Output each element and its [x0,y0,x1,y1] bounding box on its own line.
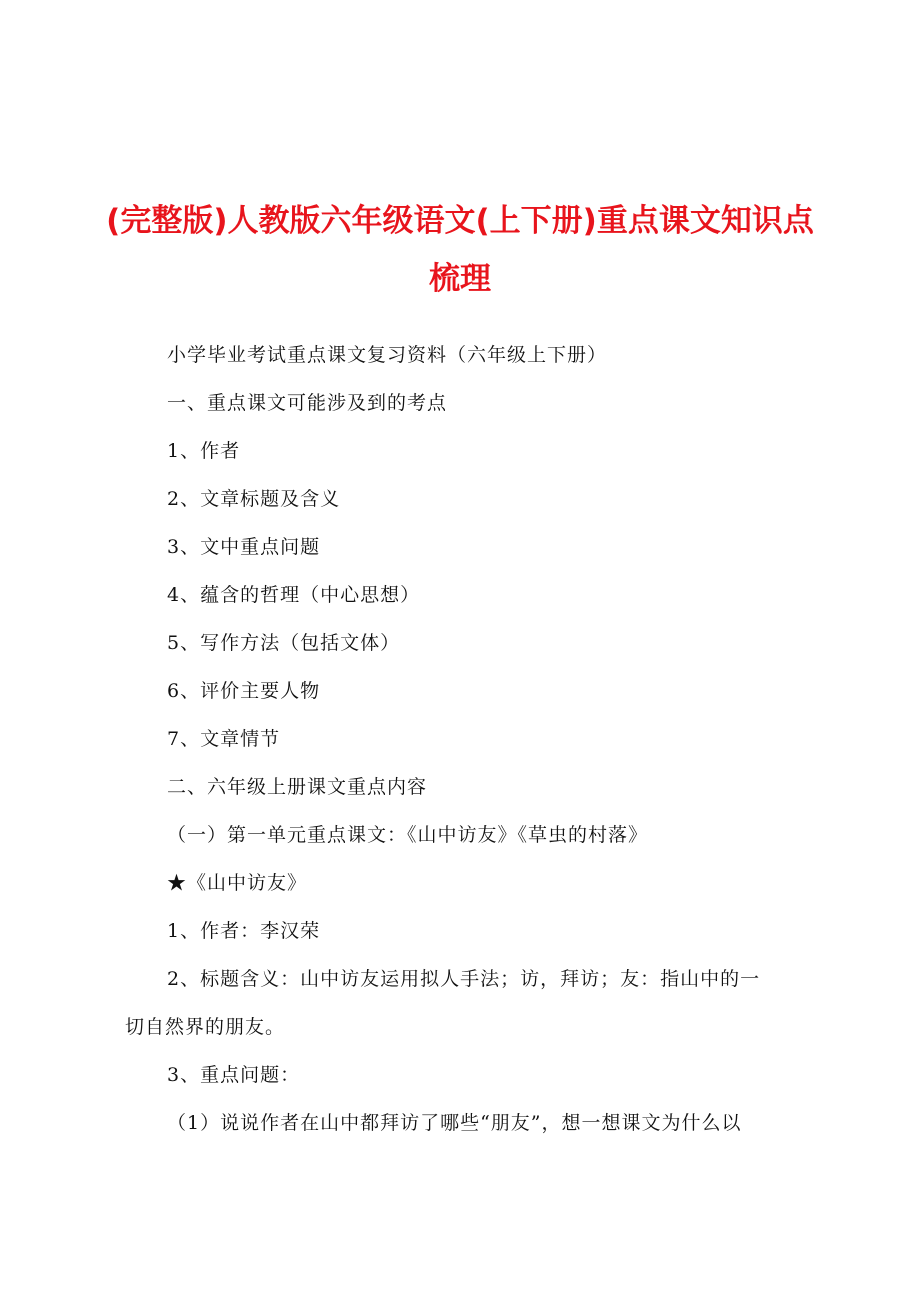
section-heading-1: 一、重点课文可能涉及到的考点 [167,392,448,414]
lesson-heading: ★《山中访友》 [167,872,308,894]
question-line: （1）说说作者在山中都拜访了哪些“朋友”，想一想课文为什么以 [167,1112,742,1134]
paragraph-line: 切自然界的朋友。 [125,1016,286,1038]
subtitle-line: 小学毕业考试重点课文复习资料（六年级上下册） [167,344,608,366]
list-item: 7、文章情节 [167,728,281,750]
list-item: 1、作者 [167,440,241,462]
list-item: 4、蕴含的哲理（中心思想） [167,584,421,606]
paragraph-line: 2、标题含义：山中访友运用拟人手法；访，拜访；友：指山中的一 [167,968,761,990]
list-item: 2、文章标题及含义 [167,488,341,510]
document-title: (完整版)人教版六年级语文(上下册)重点课文知识点梳理 [106,203,814,297]
list-item: 3、重点问题： [167,1064,301,1086]
list-item: 6、评价主要人物 [167,680,321,702]
list-item: 5、写作方法（包括文体） [167,632,401,654]
title-meaning-paragraph [125,967,805,1039]
section-heading-2: 二、六年级上册课文重点内容 [167,776,428,798]
list-item: 3、文中重点问题 [167,536,321,558]
list-item: 1、作者：李汉荣 [167,920,321,942]
unit-heading: （一）第一单元重点课文：《山中访友》《草虫的村落》 [167,824,649,846]
